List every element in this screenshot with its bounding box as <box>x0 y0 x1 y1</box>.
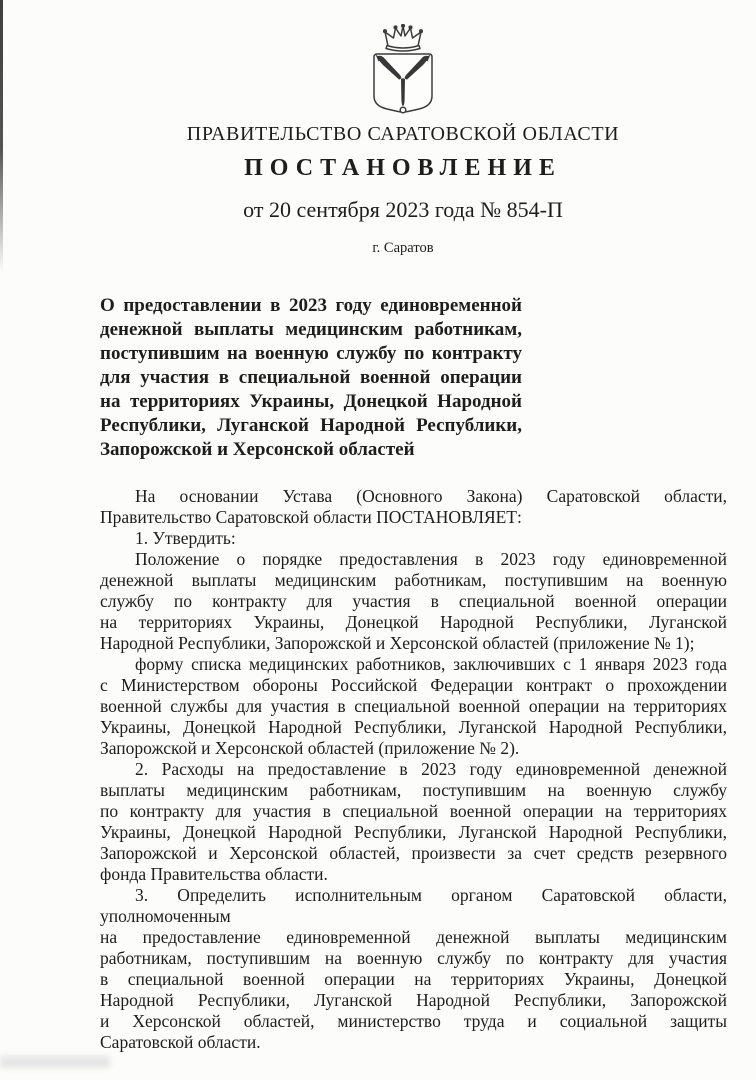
text-line: 2. Расходы на предоставление в 2023 году единовременной денежной <box>135 759 727 779</box>
text-line: фонда Правительства области. <box>100 864 328 884</box>
body-paragraph <box>100 759 727 885</box>
body-paragraph <box>100 528 727 549</box>
text-line: с Министерством обороны Российской Федерации контракт о прохождении <box>100 675 727 695</box>
text-line: выплаты медицинским работникам, поступившим на военную службу <box>100 780 727 800</box>
text-line: на территориях Украины, Донецкой Народной <box>100 391 522 412</box>
text-line: Запорожской и Херсонской областей <box>100 439 415 460</box>
document-body <box>100 486 727 1053</box>
text-line: Республики, Луганской Народной Республики, <box>100 415 522 436</box>
text-line: на предоставление единовременной денежной выплаты медицинским <box>100 927 727 947</box>
text-line: 1. Утвердить: <box>135 528 236 548</box>
text-line: службу по контракту для участия в специальной военной операции <box>100 591 727 611</box>
text-line: денежной выплаты медицинским работникам, поступившим на военную <box>100 570 727 590</box>
text-line: Запорожской и Херсонской областей (приложение № 2). <box>100 738 520 758</box>
authority-name: ПРАВИТЕЛЬСТВО САРАТОВСКОЙ ОБЛАСТИ <box>186 123 620 145</box>
text-line: для участия в специальной военной операции <box>100 367 522 388</box>
body-paragraph <box>100 549 727 654</box>
saratov-coat-of-arms-icon <box>355 24 451 116</box>
text-line: Запорожской и Херсонской областей, произвести за счет средств резервного <box>100 843 727 863</box>
place-line: г. Саратов <box>372 240 434 256</box>
text-line: по контракту для участия в специальной военной операции на территориях <box>100 801 727 821</box>
text-line: Правительство Саратовской области ПОСТАНОВЛЯЕТ: <box>100 507 522 527</box>
document-title <box>100 294 522 462</box>
document-type: ПОСТАНОВЛЕНИЕ <box>244 155 562 181</box>
text-line: Народной Республики, Луганской Народной Республики, Запорожской <box>100 990 727 1010</box>
text-line: и Херсонской областей, министерство труда и социальной защиты <box>100 1011 727 1031</box>
text-line: Положение о порядке предоставления в 2023 году единовременной <box>135 549 727 569</box>
text-line: форму списка медицинских работников, заключивших с 1 января 2023 года <box>135 654 727 674</box>
text-line: в специальной военной операции на территориях Украины, Донецкой <box>100 969 727 989</box>
text-line: Саратовской области. <box>100 1032 261 1052</box>
document-header <box>25 0 756 257</box>
text-line: военной службы для участия в специальной военной операции на территориях <box>100 696 727 716</box>
body-paragraph <box>100 885 727 1053</box>
text-line: На основании Устава (Основного Закона) Саратовской области, <box>135 486 727 506</box>
body-paragraph <box>100 654 727 759</box>
date-number-line: от 20 сентября 2023 года № 854-П <box>243 197 563 222</box>
text-line: О предоставлении в 2023 году единовременной <box>100 295 522 316</box>
text-line: Украины, Донецкой Народной Республики, Луганской Народной Республики, <box>100 717 727 737</box>
text-line: поступившим на военную службу по контракту <box>100 343 522 364</box>
scan-artifact-bottom-smudge <box>0 1056 110 1068</box>
text-line: денежной выплаты медицинским работникам, <box>100 319 522 340</box>
text-line: на территориях Украины, Донецкой Народной Республики, Луганской <box>100 612 727 632</box>
text-line: Украины, Донецкой Народной Республики, Луганской Народной Республики, <box>100 822 727 842</box>
text-line: 3. Определить исполнительным органом Саратовской области, уполномоченным <box>100 885 727 926</box>
text-line: работникам, поступившим на военную службу по контракту для участия <box>100 948 727 968</box>
body-paragraph <box>100 486 727 528</box>
scan-artifact-left-edge <box>0 0 3 272</box>
text-line: Народной Республики, Запорожской и Херсонской областей (приложение № 1); <box>100 633 695 653</box>
